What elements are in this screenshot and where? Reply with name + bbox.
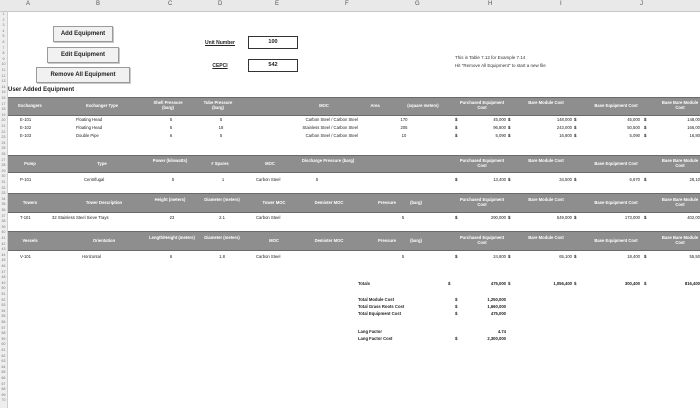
pump-purchased-cost: 13,400 [493,177,506,182]
row-header-number[interactable]: 57 [1,325,6,330]
add-equipment-button[interactable]: Add Equipment [53,26,113,42]
column-header-c[interactable]: C [168,1,173,7]
note-table-reference: This is Table 7.12 for Example 7.14 [455,55,526,60]
currency-symbol: $ [448,281,451,286]
vessel-bare-module-cost: 65,100 [559,254,572,259]
vessels-col-base: Base Equipment Cost [594,238,638,243]
row-header-number[interactable]: 26 [1,152,6,156]
lang-factor-label: Lang Factor [358,329,382,334]
exchanger-moc: Stainless Steel / Carbon Steel [302,125,358,130]
currency-symbol: $ [455,133,458,138]
exchanger-shell-pressure: 6 [169,133,173,138]
column-header-e[interactable]: E [275,1,280,7]
vessel-purchased-cost: 24,800 [493,254,506,259]
column-header-b[interactable]: B [96,1,101,7]
column-header-bar [0,0,700,12]
currency-symbol: $ [574,117,577,122]
row-header-number[interactable]: 65 [1,370,6,375]
exchanger-id: E-101 [20,117,32,122]
row-header-number[interactable]: 36 [1,208,6,212]
column-header-h[interactable]: H [488,1,493,7]
row-header-number[interactable]: 13 [1,79,6,84]
currency-symbol: $ [508,133,511,138]
currency-symbol: $ [455,304,458,309]
exchanger-type: Double Pipe [76,133,99,138]
row-header-number[interactable]: 39 [1,224,6,229]
pump-discharge-pressure: 5 [315,177,319,182]
towers-col-tower-moc: Tower MOC [262,200,286,205]
exchangers-col-area: Area [370,103,380,108]
unit-number-input[interactable]: 100 [248,36,298,49]
exchanger-area: 205 [400,125,408,130]
column-header-i[interactable]: I [560,1,562,7]
column-header-a[interactable]: A [26,1,31,7]
tower-height: 23 [169,215,175,220]
exchanger-tube-pressure: 5 [219,133,223,138]
total-equipment-cost-label: Total Equipment Cost [358,311,401,316]
tower-moc: Carbon Steel [256,215,281,220]
tower-diameter: 2.1 [219,215,225,220]
vessel-diameter: 1.8 [219,254,225,259]
row-header-number[interactable]: 48 [1,275,6,280]
vessel-id: V-101 [20,254,31,259]
pump-id: P-101 [20,177,32,182]
vessels-col-diameter: Diameter (meters) [204,235,240,240]
section-title: User Added Equipment [8,87,75,93]
currency-symbol: $ [644,125,647,130]
exchangers-col-tube-pressure: Tube Pressure (barg) [203,100,233,110]
unit-number-label: Unit Number [205,40,235,46]
currency-symbol: $ [455,254,458,259]
currency-symbol: $ [508,177,511,182]
row-header-number[interactable]: 45 [1,258,6,263]
exchanger-bare-module-cost: 16,800 [559,133,572,138]
vessels-col-bare: Bare Module Cost [528,235,564,240]
row-header-number[interactable]: 8 [2,51,5,56]
vessel-base-cost: 18,400 [627,254,640,259]
exchangers-col-moc: MOC [319,103,329,108]
towers-col-bare: Bare Module Cost [528,197,564,202]
row-header-number[interactable]: 16 [1,96,6,100]
currency-symbol: $ [644,215,647,220]
vessels-col-orientation: Orientation [92,238,116,243]
total-module-cost-value: 1,250,000 [487,297,506,302]
lang-factor-cost-label: Lang Factor Cost [358,336,393,341]
currency-symbol: $ [508,117,511,122]
row-header-number[interactable]: 30 [1,174,6,179]
edit-equipment-button[interactable]: Edit Equipment [47,47,119,63]
row-header-number[interactable]: 28 [1,163,6,168]
exchanger-moc: Carbon Steel / Carbon Steel [305,117,358,122]
row-header-number[interactable]: 35 [1,202,6,207]
totals-bare-module-cost: 1,056,400 [553,281,572,286]
row-header-number[interactable]: 44 [1,252,6,257]
pumps-col-base: Base Equipment Cost [594,161,638,166]
towers-col-description: Tower Description [85,200,123,205]
row-header-number[interactable]: 34 [1,196,6,201]
row-header-number[interactable]: 14 [1,84,6,89]
row-header-number[interactable]: 9 [2,56,5,61]
exchanger-base-cost: 50,500 [627,125,640,130]
vessel-length: 6 [169,254,173,259]
exchanger-purchased-cost: 45,000 [493,117,506,122]
exchanger-bare-module-cost: 243,000 [556,125,572,130]
row-header-number[interactable]: 63 [1,359,6,364]
lang-factor-value: 4.74 [497,329,506,334]
total-module-cost-label: Total Module Cost [358,297,394,302]
exchangers-col-id: Exchangers [18,103,42,108]
currency-symbol: $ [574,254,577,259]
exchanger-tube-pressure: 5 [219,117,223,122]
currency-symbol: $ [508,254,511,259]
exchanger-type: Floating Head [76,117,103,122]
tower-purchased-cost: 290,000 [490,215,506,220]
currency-symbol: $ [455,336,458,341]
row-header-number[interactable]: 56 [1,320,6,324]
total-grass-roots-cost-value: 1,660,000 [487,304,506,309]
row-header-number[interactable]: 23 [1,135,6,140]
exchanger-tube-pressure: 18 [218,125,224,130]
currency-symbol: $ [574,177,577,182]
currency-symbol: $ [455,117,458,122]
pumps-col-purchased: Purchased Equipment Cost [459,158,505,168]
currency-symbol: $ [574,215,577,220]
towers-col-height: Height (meters) [154,197,186,202]
row-header-number[interactable]: 31 [1,180,6,184]
pumps-col-base-bare: Base Bare Module Cost [661,158,699,168]
towers-col-pressure: Pressure [378,200,396,205]
row-header-number[interactable]: 68 [1,387,6,392]
row-header-number[interactable]: 47 [1,269,6,274]
row-header-number[interactable]: 6 [2,40,5,44]
pumps-col-moc: MOC [265,161,275,166]
row-header-number[interactable]: 70 [1,398,6,403]
row-header-number[interactable]: 19 [1,112,6,117]
exchangers-col-area-units: (square meters) [407,103,439,108]
exchanger-area: 10 [401,133,407,138]
row-header-number[interactable]: 21 [1,124,6,128]
currency-symbol: $ [455,215,458,220]
tower-description: 32 Stainless Steel Sieve Trays [52,215,109,220]
currency-symbol: $ [455,177,458,182]
exchangers-col-base-bare: Base Bare Module Cost [661,100,699,110]
remove-all-equipment-button[interactable]: Remove All Equipment [36,67,130,83]
vessels-col-demister-moc: Demister MOC [314,238,344,243]
row-header-number[interactable]: 27 [1,157,6,162]
row-header-number[interactable]: 66 [1,376,6,380]
currency-symbol: $ [574,125,577,130]
exchanger-base-bare-cost: 166,00 [687,125,700,130]
row-header-number[interactable]: 5 [2,34,5,39]
exchangers-col-purchased: Purchased Equipment Cost [459,100,505,110]
currency-symbol: $ [574,133,577,138]
row-header-number[interactable]: 61 [1,348,6,352]
totals-base-cost: 300,400 [624,281,640,286]
currency-symbol: $ [644,177,647,182]
exchanger-purchased-cost: 96,800 [493,125,506,130]
vessels-col-moc: MOC [269,238,279,243]
row-header-number[interactable]: 10 [1,62,6,67]
exchangers-col-bare: Bare Module Cost [528,100,564,105]
total-grass-roots-cost-label: Total Grass Roots Cost [358,304,405,309]
row-header-number[interactable]: 55 [1,314,6,319]
column-header-j[interactable]: J [640,1,643,7]
towers-col-base: Base Equipment Cost [594,200,638,205]
row-header-number[interactable]: 38 [1,219,6,224]
exchanger-moc: Carbon Steel / Carbon Steel [305,133,358,138]
exchanger-id: E-102 [20,125,32,130]
vessel-orientation: Horizontal [82,254,101,259]
pump-type: Centrifugal [84,177,105,182]
currency-symbol: $ [644,117,647,122]
vessels-col-pressure: Pressure [378,238,396,243]
row-header-number[interactable]: 67 [1,381,6,386]
towers-col-demister-moc: Demister MOC [314,200,344,205]
currency-symbol: $ [644,254,647,259]
exchanger-base-cost: 5,090 [629,133,640,138]
exchangers-col-type: Exchanger Type [85,103,119,108]
exchangers-col-base: Base Equipment Cost [594,103,638,108]
towers-col-pressure-units: (barg) [410,200,422,205]
pumps-col-bare: Bare Module Cost [528,158,564,163]
totals-purchased-cost: 475,000 [490,281,506,286]
pumps-col-spares: # Spares [211,161,229,166]
row-header-number[interactable]: 51 [1,292,6,296]
row-header-number[interactable]: 40 [1,230,6,235]
exchangers-col-shell-pressure: Shell Pressure (barg) [153,100,183,110]
towers-col-diameter: Diameter (meters) [204,197,240,202]
vessel-pressure: 5 [401,254,405,259]
vessels-col-id: Vessels [22,238,38,243]
pumps-col-discharge-pressure: Discharge Pressure (barg) [301,158,355,163]
currency-symbol: $ [644,281,647,286]
row-header-number[interactable]: 69 [1,392,6,397]
currency-symbol: $ [455,311,458,316]
row-header-number[interactable]: 29 [1,168,6,173]
currency-symbol: $ [574,281,577,286]
row-header-bar [0,12,8,408]
currency-symbol: $ [455,297,458,302]
vessels-col-length: Length/Height (meters) [149,235,195,240]
totals-label: Totals [358,281,371,286]
currency-symbol: $ [455,125,458,130]
row-header-number[interactable]: 15 [1,90,6,95]
pump-base-bare-cost: 28,10 [689,177,700,182]
cepci-input[interactable]: 542 [248,59,298,72]
row-header-number[interactable]: 25 [1,146,6,151]
exchanger-base-bare-cost: 148,00 [687,117,700,122]
tower-id: T-101 [20,215,31,220]
row-header-number[interactable]: 17 [1,101,6,106]
row-header-number[interactable]: 43 [1,247,6,252]
row-header-number[interactable]: 20 [1,118,6,123]
towers-col-purchased: Purchased Equipment Cost [459,197,505,207]
row-header-number[interactable]: 33 [1,191,6,196]
vessel-moc: Carbon Steel [256,254,281,259]
row-header-number[interactable]: 4 [2,28,5,33]
exchanger-shell-pressure: 5 [169,117,173,122]
pump-base-cost: 6,670 [629,177,640,182]
tower-base-cost: 173,000 [624,215,640,220]
row-header-number[interactable]: 24 [1,140,6,145]
exchanger-base-bare-cost: 16,80 [689,133,700,138]
row-header-number[interactable]: 52 [1,297,6,302]
pump-moc: Carbon Steel [256,177,281,182]
row-header-number[interactable]: 41 [1,236,6,240]
column-header-g[interactable]: G [415,1,420,7]
vessels-col-pressure-units: (barg) [410,238,422,243]
row-header-number[interactable]: 37 [1,213,6,218]
pumps-header-bar [8,155,700,173]
row-header-number[interactable]: 1 [2,12,5,16]
row-header-number[interactable]: 18 [1,107,6,112]
total-equipment-cost-value: 475,000 [490,311,506,316]
vessel-base-bare-cost: 55,50 [689,254,700,259]
exchangers-header-bar [8,97,700,116]
currency-symbol: $ [508,215,511,220]
currency-symbol: $ [508,281,511,286]
row-header-number[interactable]: 12 [1,73,6,78]
row-header-number[interactable]: 58 [1,331,6,336]
note-remove-instruction: Hit "Remove All Equipment" to start a new file [455,63,546,68]
exchanger-id: E-103 [20,133,32,138]
currency-symbol: $ [644,133,647,138]
cepci-label: CEPCI [212,63,228,69]
currency-symbol: $ [508,125,511,130]
row-header-number[interactable]: 49 [1,280,6,285]
row-header-number[interactable]: 42 [1,241,6,246]
column-header-d[interactable]: D [218,1,223,7]
exchanger-type: Floating Head [76,125,103,130]
row-header-number[interactable]: 32 [1,185,6,190]
row-header-number[interactable]: 11 [1,68,6,72]
towers-col-id: Towers [22,200,38,205]
towers-col-base-bare: Base Bare Module Cost [661,197,699,207]
pump-spares: 1 [221,177,225,182]
vessels-header-bar [8,231,700,251]
vessels-col-purchased: Purchased Equipment Cost [459,235,505,245]
exchanger-area: 170 [400,117,408,122]
tower-base-bare-cost: 402,00 [687,215,700,220]
exchanger-base-cost: 45,000 [627,117,640,122]
pump-power: 5 [171,177,175,182]
row-header-number[interactable]: 64 [1,364,6,369]
tower-pressure: 5 [401,215,405,220]
pumps-col-power: Power (kilowatts) [152,158,188,163]
totals-base-bare-cost: 816,400 [684,281,700,286]
row-header-number[interactable]: 46 [1,264,6,268]
tower-bare-module-cost: 549,000 [556,215,572,220]
exchanger-bare-module-cost: 148,000 [556,117,572,122]
pumps-col-type: Type [97,161,107,166]
row-header-number[interactable]: 62 [1,353,6,358]
lang-factor-cost-value: 2,300,000 [487,336,506,341]
row-header-number[interactable]: 3 [2,23,5,28]
row-header-number[interactable]: 7 [2,45,5,50]
row-header-number[interactable]: 60 [1,342,6,347]
exchanger-purchased-cost: 5,090 [495,133,506,138]
vessels-col-base-bare: Base Bare Module Cost [661,235,699,245]
row-header-number[interactable]: 53 [1,303,6,308]
column-header-f[interactable]: F [345,1,349,7]
exchanger-shell-pressure: 5 [169,125,173,130]
row-header-number[interactable]: 2 [2,17,5,22]
pumps-col-id: Pump [24,161,36,166]
row-header-number[interactable]: 22 [1,129,6,134]
row-header-number[interactable]: 50 [1,286,6,291]
row-header-number[interactable]: 54 [1,308,6,313]
row-header-number[interactable]: 59 [1,336,6,341]
towers-header-bar [8,193,700,213]
pump-bare-module-cost: 34,500 [559,177,572,182]
